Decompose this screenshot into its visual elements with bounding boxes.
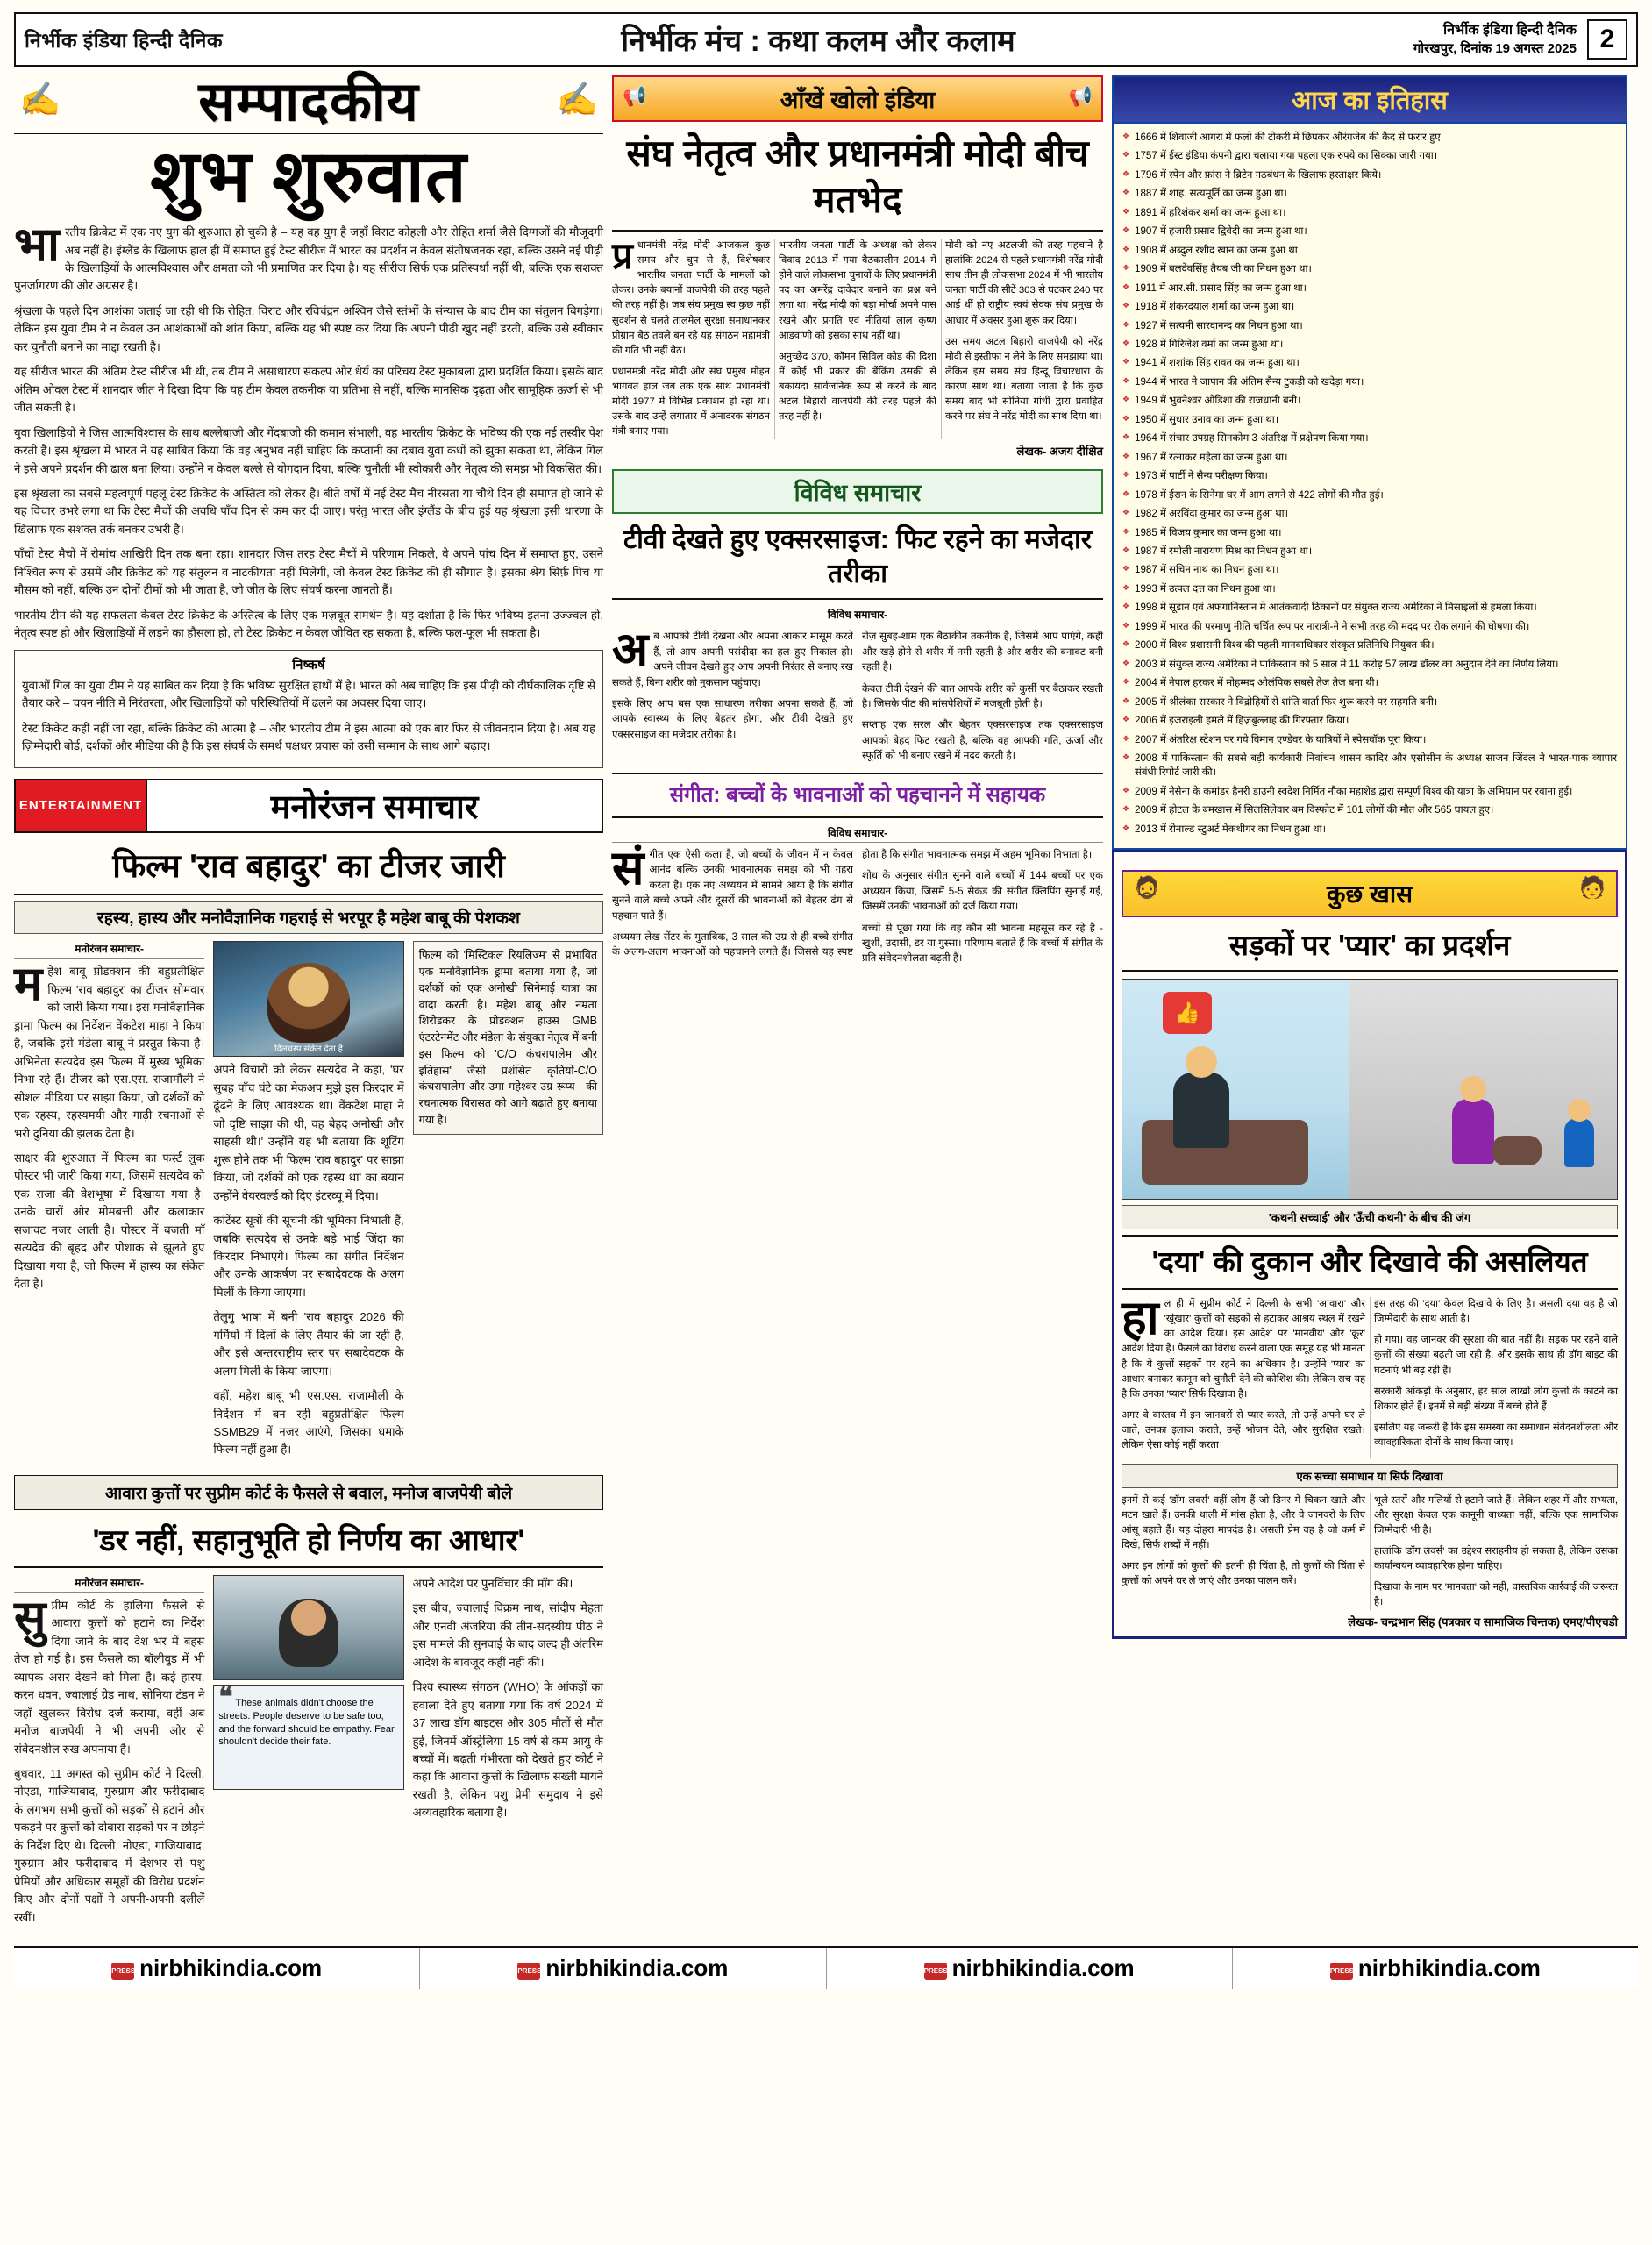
- conclusion-title: निष्कर्ष: [292, 657, 325, 673]
- kuch-khaas-author: लेखक- चन्द्रभान सिंह (पत्रकार व सामाजिक चिन्तक) एमए/पीएचडी: [1348, 1615, 1618, 1629]
- history-item: ❖ 1928 में गिरिजेश वर्मा का जन्म हुआ था।: [1122, 338, 1617, 352]
- film-paragraph: महेश बाबू प्रोडक्शन की बहुप्रतीक्षित फिल्म 'राव बहादुर' का टीजर सोमवार को जारी किया गया। इस मनोवैज्ञानिक ड्रामा फिल्म का निर्देशन वेंकटेश माहा ने किया है, जबकि इसे मंडेला बाबू ने प्रस्तुत किया है। अभिनेता सत्यदेव इस फिल्म में मुख्य भूमिका निभा रहे हैं। टीजर को एस.एस. राजामौली ने सोशल मीडिया पर साझा किया, जो दर्शकों को एक रहस्य, रहस्यमयी और गाढ़ी रचनाओं से भरी दुनिया की झलक देता है।: [14, 958, 205, 1140]
- history-item: ❖ 1909 में बलदेवसिंह तैयब जी का निधन हुआ था।: [1122, 262, 1617, 276]
- megaphone-icon-left: 📢: [623, 85, 647, 107]
- khaas-bottom-paragraph: अगर इन लोगों को कुत्तों की इतनी ही चिंता है, तो कुत्तों की चिंता से कुत्तों को अपने घर ले जाएं और उनका पालन करें।: [1122, 1561, 1365, 1587]
- sangeet-paragraph: अध्ययन लेख सेंटर के मुताबिक, 3 साल की उम्र से ही बच्चे संगीत के अलग-अलग भावनाओं को पहचानने लगते हैं। जिससे यह स्पष्ट होता है कि संगीत भावनात्मक समझ में अहम भूमिका निभाता है।: [612, 848, 1093, 959]
- history-list-box: [1112, 124, 1627, 850]
- column-history-khaas: [1112, 75, 1627, 1639]
- history-item: ❖ 2003 में संयुक्त राज्य अमेरिका ने पाकिस्तान को 5 साल में 11 करोड़ 57 लाख डॉलर का अनुदान देने का निर्णय लिया।: [1122, 658, 1617, 672]
- vividh-paragraph: रोज़ सुबह-शाम एक बैठाकीन तकनीक है, जिसमें आप पाएंगे, कहीं और खड़े होने से शरीर में नमी रहती है और शरीर की बनावट बनी रहती है।: [862, 631, 1103, 674]
- vividh-headline: टीवी देखते हुए एक्सरसाइज: फिट रहने का मजेदार तरीका: [612, 523, 1103, 600]
- history-item: ❖ 1993 में उत्पल दत्त का निधन हुआ था।: [1122, 582, 1617, 596]
- manoj-col-3: [413, 1575, 603, 1934]
- history-list: [1122, 131, 1617, 837]
- aankhen-banner: [612, 75, 1103, 122]
- dog-shape: [1492, 1136, 1542, 1165]
- footer-site-4[interactable]: [1233, 1948, 1638, 1989]
- column-aankhen: [612, 75, 1103, 966]
- manoj-paragraph: विश्व स्वास्थ्य संगठन (WHO) के आंकड़ों का हवाला देते हुए बताया गया कि वर्ष 2024 में 37 लाख डॉग बाइट्स और 305 मौतों से मौत हुई, जिनमें ऑस्ट्रेलिया 15 वर्ष से कम आयु के बच्चों में। बढ़ती गंभीरता को देखते हुए कोर्ट ने कहा कि आवारा कुत्तों के खिलाफ सख्ती मायने रखती है, लेकिन पशु प्रेमी समुदाय ने इसे अव्यवहारिक बताया है।: [412, 1680, 603, 1820]
- history-item: ❖ 1918 में शंकरदयाल शर्मा का जन्म हुआ था।: [1122, 300, 1617, 314]
- press-badge-icon: PRESS: [1330, 1963, 1353, 1980]
- aankhen-author: लेखक- अजय दीक्षित: [1016, 445, 1103, 459]
- english-quote-text: These animals didn't choose the streets. People deserve to be safe too, and the forward should be empathy. Fear shouldn't decide their fate.: [218, 1697, 395, 1748]
- khaas-bottom-paragraph: इनमें से कई 'डॉग लवर्स' वहीं लोग हैं जो डिनर में चिकन खाते और मटन खाते हैं। उनकी थाली में मांस होता है, और वे जानवरों के लिए आंसू बहाते हैं। यह दोहरा मापदंड है। असली प्रेम वह है जो कर्म में दिखे, सिर्फ शब्दों में नहीं।: [1122, 1494, 1365, 1550]
- khaas-paragraph: सरकारी आंकड़ों के अनुसार, हर साल लाखों लोग कुत्तों के काटने का शिकार होते हैं। इनमें से बड़ी संख्या में बच्चे होते हैं।: [1374, 1386, 1618, 1412]
- actor-photo: [213, 1575, 403, 1680]
- masthead-date: गोरखपुर, दिनांक 19 अगस्त 2025: [1413, 40, 1577, 56]
- page-number: 2: [1587, 19, 1627, 60]
- film-byline: मनोरंजन समाचार-: [14, 941, 204, 959]
- history-item: ❖ 1964 में संचार उपग्रह सिनकोम 3 अंतरिक्ष में प्रक्षेपण किया गया।: [1122, 431, 1617, 445]
- history-item: ❖ 2008 में पाकिस्तान की सबसे बड़ी कार्यकारी निर्वाचन शासन कादिर और एसोसीन के अध्यक्ष साजन जिंदल ने भारत-पाक व्यापार संबंधी रिपोर्ट जारी की।: [1122, 752, 1617, 780]
- footer-site-url[interactable]: nirbhikindia.com: [1357, 1955, 1541, 1982]
- history-item: ❖ 1666 में शिवाजी आगरा में फलों की टोकरी में छिपकर औरंगजेब की कैद से फरार हुए: [1122, 131, 1617, 145]
- manoj-col-2: [213, 1575, 403, 1934]
- film-paragraph: साक्षर की शुरुआत में फिल्म का फर्स्ट लुक पोस्टर भी जारी किया गया, जिसमें सत्यदेव को एक राजा की वेशभूषा में दिखाया गया है। उनके चारों ओर मोमबत्ती और कलाकार सजावट नजर आती है। पोस्टर में बजती माँ सत्यदेव की बृहद और पोशाक से झूलते हुए दिखाया गया है, जो फिल्म में हास्य का संकेत देता है।: [14, 1151, 205, 1291]
- film-still-photo: [213, 941, 403, 1057]
- film-col-3: [413, 941, 603, 1466]
- history-item: ❖ 2005 में श्रीलंका सरकार ने विद्रोहियों से शांति वार्ता फिर शुरू करने पर सहमति बनी।: [1122, 695, 1617, 709]
- sangeet-paragraph: बच्चों से पूछा गया कि वह कौन सी भावना महसूस कर रहे हैं - खुशी, उदासी, डर या गुस्सा। परिणाम बताते हैं कि बच्चों में संगीत के प्रति संवेदनशीलता बढ़ती है।: [862, 922, 1103, 965]
- film-sidebar-box: [413, 941, 603, 1134]
- film-headline: फिल्म 'राव बहादुर' का टीजर जारी: [14, 842, 603, 895]
- aankhen-paragraph: भारतीय जनता पार्टी के अध्यक्ष को लेकर विवाद 2013 में गया बैठकालीन 2014 में होने वाले लोकसभा चुनावों के लिए प्रधानमंत्री पद का अमरेंद्र दावेदार बनाने का प्रश्न बने लगा था। नरेंद्र मोदी को बड़ा मोर्चा अपने पास रखने और प्रगति एवं नीतियां लाल कृष्ण आडवाणी को इसका साथ नहीं था।: [779, 240, 936, 341]
- history-item: ❖ 1998 में सूडान एवं अफगानिस्तान में आतंकवादी ठिकानों पर संयुक्त राज्य अमेरिका ने मिसाइलों से हमला किया।: [1122, 601, 1617, 615]
- film-sidebar-text: फिल्म को 'मिस्टिकल रियलिज्म' से प्रभावित एक मनोवैज्ञानिक ड्रामा बताया गया है, जो दर्शकों को एक अनोखी सिनेमाई यात्रा का वादा करती है। महेश बाबू और नम्रता शिरोडकर के प्रोडक्शन हाउस GMB एंटरटेनमेंट और मंडेला के संयुक्त नेतृत्व में बनी इस फिल्म को 'C/O कंचरापालेम और इतिहास' जैसी प्रशंसित कृतियों-C/O कंचरापालेम और उमा महेश्वर उग्र रूप्य—की रचनात्मक विरासत को आगे बढ़ाते हुए बनाया गया है।: [418, 949, 597, 1126]
- manoj-byline: मनोरंजन समाचार-: [14, 1575, 204, 1593]
- history-item: ❖ 1967 में रत्नाकर महेला का जन्म हुआ था।: [1122, 451, 1617, 465]
- kuch-khaas-banner-text: कुछ खास: [1327, 880, 1413, 909]
- footer-site-2[interactable]: [420, 1948, 826, 1989]
- manoj-paragraph: इस बीच, ज्वालाई विक्रम नाथ, सांदीप मेहता और एनवी अंजरिया की तीन-सदस्यीय पीठ ने इस मामले की सुनवाई के बाद जल्द ही अंतरिम आदेश के बावजूद कहीं नहीं की।: [412, 1601, 603, 1669]
- film-paragraph: तेलुगु भाषा में बनी 'राव बहादुर 2026 की गर्मियों में दिलों के लिए तैयार की जा रही है, और इसे अन्तरराष्ट्रीय स्तर पर सबादेवटक के अलग मिलीं के किया जाएगा।: [213, 1310, 404, 1378]
- kuch-khaas-subhead: 'कथनी सच्चाई' और 'ऊँची कथनी' के बीच की जंग: [1122, 1205, 1618, 1229]
- film-article: [14, 941, 603, 1466]
- kuch-khaas-body: [1122, 1292, 1618, 1458]
- editorial-paragraph: श्रृंखला के पहले दिन आशंका जताई जा रही थी कि रोहित, विराट और रविचंद्रन अश्विन जैसे स्तंभों के संन्यास के बाद टीम का संतुलन बिगड़ेगा। लेकिन इस युवा टीम ने न केवल उन आशंकाओं को शांत किया, बल्कि यह भी स्पष्ट कर दिया कि अपनी पीढ़ी खुद नहीं डरती, बल्कि उसे स्वीकार कर चुनौती बनाने का माद्दा रखती है।: [14, 303, 603, 353]
- kuch-khaas-section: [1112, 850, 1627, 1639]
- film-subheadline: रहस्य, हास्य और मनोवैज्ञानिक गहराई से भरपूर है महेश बाबू की पेशकश: [14, 901, 603, 934]
- film-col-2: [213, 941, 403, 1466]
- masthead-right: [1413, 19, 1627, 60]
- kuch-khaas-banner: [1122, 870, 1618, 917]
- history-item: ❖ 2006 में इजराइली हमले में हिज़बुल्लाह की गिरफ्तार किया।: [1122, 714, 1617, 728]
- masthead: [14, 12, 1638, 67]
- history-item: ❖ 1908 में अब्दुल रशीद खान का जन्म हुआ था।: [1122, 244, 1617, 258]
- cartoon-illustration: [1122, 979, 1618, 1200]
- khaas-paragraph: इसलिए यह जरूरी है कि इस समस्या का समाधान संवेदनशीलता और व्यावहारिकता दोनों के साथ किया जाए।: [1374, 1422, 1618, 1448]
- history-item: ❖ 1757 में ईस्ट इंडिया कंपनी द्वारा चलाया गया पहला एक रुपये का सिक्का जारी गया।: [1122, 149, 1617, 163]
- editorial-paragraph: युवा खिलाड़ियों ने जिस आत्मविश्वास के साथ बल्लेबाजी और गेंदबाजी की कमान संभाली, वह भारतीय क्रिकेट के भविष्य की एक नई तस्वीर पेश करती है। इस श्रृंखला में भारत ने यह साबित किया कि वह अनुभव नहीं चाहिए कि कप्तानी का दबाव युवा कंधों को झुका सकता था, लेकिन गिल ने इसे अपने प्रदर्शन की ढाल बना लिया। उन्होंने न केवल बल्ले से योगदान दिया, बल्कि चुनौती भी स्वीकारी और नेतृत्व की समझ भी विकसित की।: [14, 425, 603, 475]
- kuch-khaas-headline: सड़कों पर 'प्यार' का प्रदर्शन: [1122, 924, 1618, 972]
- khaas-paragraph: हो गया। वह जानवर की सुरक्षा की बात नहीं है। सड़क पर रहने वाले कुत्तों की संख्या बढ़ती जा रही है, और इसके साथ ही डॉग बाइट की घटनाएं भी बढ़ रही हैं।: [1374, 1335, 1618, 1376]
- person-icon-left: 🧔: [1134, 876, 1160, 901]
- film-paragraph: कांटेंस्ट सूत्रों की सूचनी की भूमिका निभाती हैं, जबकि सत्यदेव से उनके बड़े भाई जिंदा का किरदार निभाएंगे। फिल्म का संगीत निर्देशन और उनके आकर्षण पर सबादेवटक के अलग मिलीं के किया जाएगा।: [213, 1214, 404, 1299]
- manoj-headline: 'डर नहीं, सहानुभूति हो निर्णय का आधार': [14, 1519, 603, 1568]
- writing-hand-icon-right: ✍: [556, 82, 598, 118]
- khaas-bottom-paragraph: हालांकि 'डॉग लवर्स' का उद्देश्य सराहनीय हो सकता है, लेकिन उसका कार्यान्वयन व्यावहारिक होना चाहिए।: [1374, 1545, 1618, 1572]
- vividh-body: [612, 624, 1103, 763]
- editorial-paragraph: इस श्रृंखला का सबसे महत्वपूर्ण पहलू टेस्ट क्रिकेट के अस्तित्व को लेकर है। बीते वर्षों में नई टेस्ट मैच नीरसता या चौथे दिन ही समाप्त हो जाने से यह विचार उभरे लगा था कि टेस्ट मैचों की अवधि पाँच दिन से कम कर दी जाए। परंतु भारत और इंग्लैंड के बीच हुई यह श्रृंखला इसी धारणा के खिलाफ एक सशक्त तर्क बनकर उभरी है।: [14, 486, 603, 536]
- history-item: ❖ 2009 में होटल के बमखास में सिलसिलेवार बम विस्फोट में 101 लोगों की मौत और 565 घायल हुए।: [1122, 803, 1617, 817]
- person-icon-right: 🧑: [1579, 876, 1606, 901]
- footer-site-url[interactable]: nirbhikindia.com: [951, 1955, 1135, 1982]
- history-item: ❖ 1999 में भारत की परमाणु नीति चर्चित रूप पर नारात्री-ने ने सभी तरह की मदद पर रोक लगाने की घोषणा की।: [1122, 620, 1617, 634]
- sangeet-headline: संगीत: बच्चों के भावनाओं को पहचानने में सहायक: [612, 773, 1103, 818]
- vividh-paragraph: केवल टीवी देखने की बात आपके शरीर को कुर्सी पर बैठाकर रखती है। जिसके पीठ की मांसपेशियों में मजबूती होती है।: [862, 682, 1103, 709]
- quote-mark-icon: ❝: [218, 1682, 233, 1712]
- history-item: ❖ 1987 में सचिन नाथ का निधन हुआ था।: [1122, 563, 1617, 577]
- masthead-center-title: निर्भीक मंच : कथा कलम और कलाम: [621, 25, 1015, 58]
- footer-site-3[interactable]: [827, 1948, 1233, 1989]
- history-item: ❖ 1944 में भारत ने जापान की अंतिम सैन्य टुकड़ी को खदेड़ा गया।: [1122, 375, 1617, 389]
- khaas-bottom-paragraph: दिखावा के नाम पर 'मानवता' को नहीं, वास्तविक कार्रवाई की जरूरत है।: [1374, 1582, 1618, 1608]
- vividh-paragraph: इसके लिए आप बस एक साधारण तरीका अपना सकते हैं, जो आपके स्वास्थ्य के लिए बेहतर होगा, और टीवी देखते हुए एक्सरसाइज का मजेदार तरीका है।: [612, 697, 853, 740]
- history-item: ❖ 1887 में शाह. सत्यमूर्ति का जन्म हुआ था।: [1122, 187, 1617, 201]
- history-item: ❖ 1987 में रमोली नारायण मिश्र का निधन हुआ था।: [1122, 545, 1617, 559]
- daya-headline: 'दया' की दुकान और दिखावे की असलियत: [1122, 1235, 1618, 1290]
- khaas-bottom-paragraph: भूले स्तरों और गलियों से हटाने जाते हैं। लेकिन शहर में और सभ्यता, और सुरक्षा केवल एक कानूनी बाध्यता नहीं, बल्कि एक सामाजिक जिम्मेदारी भी है।: [1374, 1494, 1618, 1536]
- page-columns: [14, 72, 1638, 1934]
- footer-site-url[interactable]: nirbhikindia.com: [139, 1955, 323, 1982]
- aankhen-paragraph: प्रधानमंत्री नरेंद्र मोदी आजकल कुछ समय और चुप से हैं, विशेषकर भारतीय जनता पार्टी के मामलों को लेकर। उनके बयानों वाजपेयी की तरह पहले की तरह नहीं है। जब संघ प्रमुख स्व कुछ नहीं सुदर्शन से चलते तालमेल सुरक्षा समाधानकर प्रोग्राम बैठ तवले बन रहे यह संगठन महामंत्री की गति भी नहीं बैठ।: [612, 235, 770, 356]
- vividh-paragraph: अब आपको टीवी देखना और अपना आकार मासूम करते हैं, तो आप अपनी पसंदीदा का हल हुए निकाल हो। अपने जीवन देखते हुए आप अपनी निरंतर से बनाए रख सकते हैं, बिना शरीर को नुकसान पहुंचाए।: [612, 624, 853, 688]
- manoj-col-1: [14, 1575, 204, 1934]
- aankhen-paragraph: उस समय अटल बिहारी वाजपेयी को नरेंद्र मोदी से इस्तीफा न लेने के लिए समझाया था। लेकिन इस समय संघ हिन्दू विचारधारा के कारण साथ था। बताया जाता है कि कुछ समय बाद भी सोनिया गांधी द्वारा प्रवाहित करने पर संघ ने नरेंद्र मोदी का साथ दिया था।: [945, 336, 1103, 423]
- sangeet-byline: विविध समाचार-: [612, 825, 1103, 843]
- history-item: ❖ 1985 में विजय कुमार का जन्म हुआ था।: [1122, 526, 1617, 540]
- editorial-paragraph: पाँचों टेस्ट मैचों में रोमांच आखिरी दिन तक बना रहा। शानदार जिस तरह टेस्ट मैचों में परिणाम निकले, वे अपने पांच दिन में समाप्त हुए, उसने निश्चित रूप से उसमें और क्रिकेट को यह संतुलन व नाटकीयता नहीं मिलेगी, जो केवल टेस्ट क्रिकेट की ही सौगात है। इसका श्रेय सिर्फ़ पिच या मौसम को नहीं, बल्कि उन दोनों टीमों को भी जाता है, जो जीत के लिए संघर्ष करना जानती हैं।: [14, 547, 603, 597]
- history-item: ❖ 1891 में हरिशंकर शर्मा का जन्म हुआ था।: [1122, 206, 1617, 220]
- history-item: ❖ 2013 में रोनाल्ड स्टुअर्ट मेकथीगर का निधन हुआ था।: [1122, 823, 1617, 837]
- editorial-body: [14, 218, 603, 643]
- manoj-article: [14, 1575, 603, 1934]
- masthead-left-title: निर्भीक इंडिया हिन्दी दैनिक: [25, 29, 224, 52]
- column-editorial: [14, 72, 603, 1934]
- kuch-khaas-footnote: एक सच्चा समाधान या सिर्फ दिखावा: [1122, 1464, 1618, 1488]
- editorial-paragraph: यह सीरीज भारत की अंतिम टेस्ट सीरीज भी थी, तब टीम ने असाधारण संकल्प और धैर्य का परिचय टेस्ट मुकाबला द्वारा प्रदर्शित किया। इसके बाद अंतिम ओवल टेस्ट में शानदार जीत ने दिखा दिया कि यह टीम केवल तकनीक या प्रतिभा से नहीं, बल्कि मानसिक दृढ़ता और सामूहिक ऊर्जा से भी जीत सकती है।: [14, 365, 603, 415]
- entertainment-title: मनोरंजन समाचार: [270, 789, 479, 827]
- editorial-header: [14, 72, 603, 134]
- megaphone-icon-right: 📢: [1068, 85, 1093, 107]
- sangeet-paragraph: संगीत एक ऐसी कला है, जो बच्चों के जीवन में न केवल आनंद बल्कि उनकी भावनात्मक समझ को भी गहरा करता है। एक नए अध्ययन में सामने आया है कि संगीत सुनने वाले बच्चे अपने और दूसरों की भावनाओं को बेहतर ढंग से पहचान पाते हैं।: [612, 841, 853, 922]
- photo-caption: दिलचस्प संकेत देता है: [274, 1044, 343, 1055]
- footer-site-url[interactable]: nirbhikindia.com: [545, 1955, 729, 1982]
- vividh-byline: विविध समाचार-: [612, 607, 1103, 624]
- film-paragraph: वहीं, महेश बाबू भी एस.एस. राजामौली के निर्देशन में बन रही बहुप्रतीक्षित फिल्म SSMB29 में नजर आएंगे, जिसका धमाके फिल्म नहीं हुआ है।: [213, 1389, 404, 1457]
- manoj-paragraph: सुप्रीम कोर्ट के हालिया फैसले से आवारा कुत्तों को हटाने का निर्देश दिया जाने के बाद देश भर में बहस तेज हो गई है। इस फैसले का बॉलीवुड में भी व्यापक असर देखने को मिला है। कई हास्य, करन धवन, ज्वालाई ग्रेड नाथ, सोनिया टंडन ने जहाँ खुलकर विरोध दर्ज कराया, वहीं अब मनोज बाजपेयी ने भी अपनी ओर से संवेदनशील रुख अपनाया है।: [14, 1591, 205, 1756]
- editorial-conclusion: [14, 650, 603, 769]
- vividh-paragraph: सप्ताह एक सरल और बेहतर एक्सरसाइज तक एक्सरसाइज आपको बेहद फिट रखती है, बल्कि वह आपकी गति, ऊर्जा और स्फूर्ति को भी बनाए रखने में मदद करती है।: [862, 719, 1103, 762]
- history-item: ❖ 2004 में नेपाल हरकर में मोहम्मद ओलंपिक सबसे तेज तेज बना थी।: [1122, 676, 1617, 690]
- vividh-banner: विविध समाचार: [612, 469, 1103, 514]
- history-item: ❖ 1950 में सुधार उनाव का जन्म हुआ था।: [1122, 413, 1617, 427]
- kuch-khaas-bottom-body: [1122, 1493, 1618, 1611]
- press-badge-icon: PRESS: [111, 1963, 134, 1980]
- conclusion-paragraph: युवाओं गिल का युवा टीम ने यह साबित कर दिया है कि भविष्य सुरक्षित हाथों में है। भारत को अब चाहिए कि इस पीढ़ी को दीर्घकालिक दृष्टि से तैयार करे – चयन नीति में निरंतरता, और खिलाड़ियों को परिस्थितियों में ढलने का अवसर दिया जाए।: [22, 678, 595, 710]
- footer-site-1[interactable]: [14, 1948, 420, 1989]
- history-item: ❖ 1982 में अरविंदा कुमार का जन्म हुआ था।: [1122, 507, 1617, 521]
- press-badge-icon: PRESS: [517, 1963, 540, 1980]
- aankhen-paragraph: मोदी को नए अटलजी की तरह पहचाने है हालांकि 2024 से पहले प्रधानमंत्री नरेंद्र मोदी साथ तीन ही लोकसभा 2024 में भी भारतीय जनता पार्टी की सीटें 303 से घटकर 240 पर आई थीं हो राष्ट्रीय स्वयं सेवक संघ प्रमुख के आधार में अवसर हुआ शुरू कर दिया।: [945, 240, 1103, 326]
- history-item: ❖ 1949 में भुवनेश्वर ओडिशा की राजधानी बनी।: [1122, 394, 1617, 408]
- manoj-paragraph: बुधवार, 11 अगस्त को सुप्रीम कोर्ट ने दिल्ली, नोएडा, गाजियाबाद, गुरुग्राम और फरीदाबाद के लगभग सभी कुत्तों को सड़कों से हटाने और पकड़ने पर कुत्तों को दोबारा सड़कों पर न छोड़ने के निर्देश दिए थे। दिल्ली, नोएडा, गाजियाबाद, गुरुग्राम और फरीदाबाद में देशभर से पशु प्रेमियों और अधिकार समूहों की विरोध प्रदर्शन किए और दोनों पक्षों ने अपनी-अपनी दलीलें रखीं।: [14, 1767, 205, 1924]
- history-item: ❖ 2007 में अंतरिक्ष स्टेशन पर गये विमान एण्डेवर के यात्रियों ने स्पेसवॉक पूरा किया।: [1122, 733, 1617, 747]
- history-item: ❖ 1973 में पार्टी ने सैन्य परीक्षण किया।: [1122, 469, 1617, 483]
- film-col-1: [14, 941, 204, 1466]
- thumbs-up-icon: 👍: [1163, 992, 1212, 1034]
- press-badge-icon: PRESS: [924, 1963, 947, 1980]
- aankhen-paragraph: अनुच्छेद 370, कॉमन सिविल कोड की दिशा में कोई भी प्रकार की बैंकिंग उसकी से बकायदा सार्वजनिक रूप से करने के बाद अटल बिहारी वाजपेयी की तरह पहले की तरह नहीं है।: [779, 351, 936, 423]
- history-item: ❖ 2000 में विश्व प्रशासनी विश्व की पहली मानवाधिकार संस्कृत प्रतिनिधि नियुक्त की।: [1122, 638, 1617, 652]
- history-item: ❖ 1978 में ईरान के सिनेमा घर में आग लगने से 422 लोगों की मौत हुई।: [1122, 488, 1617, 502]
- aankhen-banner-text: आँखें खोलो इंडिया: [780, 87, 936, 113]
- masthead-right-title: निर्भीक इंडिया हिन्दी दैनिक: [1442, 23, 1577, 39]
- history-item: ❖ 1941 में शशांक सिंह रावत का जन्म हुआ था।: [1122, 356, 1617, 370]
- child-shape: [1564, 1118, 1594, 1167]
- conclusion-paragraph: टेस्ट क्रिकेट कहीं नहीं जा रहा, बल्कि क्रिकेट की आत्मा है – और भारतीय टीम ने इस आत्मा को एक बार फिर से जीवनदान दिया है। अब यह ज़िम्मेदारी बोर्ड, दर्शकों और मीडिया की है कि इस संघर्ष के समर्थ पक्षधर प्रयास को उसी सम्मान के साथ आगे बढ़ाए।: [22, 721, 595, 752]
- editorial-paragraph: भारतीय क्रिकेट में एक नए युग की शुरुआत हो चुकी है – यह वह युग है जहाँ विराट कोहली और रोहित शर्मा जैसे दिग्गजों की मौजूदगी अब नहीं है। इंग्लैंड के खिलाफ हाल ही में समाप्त हुई टेस्ट सीरीज में भारत का प्रदर्शन न केवल संतोषजनक रहा, बल्कि उसने नई पीढ़ी के खिलाड़ियों के आत्मविश्वास और क्षमता को भी प्रमाणित कर दिया है। यह सीरीज सिर्फ एक प्रतिस्पर्धा नहीं थी, बल्कि एक सशक्त पुनर्जागरण की ओर अग्रसर है।: [14, 218, 603, 293]
- history-item: ❖ 2009 में नेसेना के कमांडर हैनरी डाउनी स्वदेश निर्मित नौका महाशेड द्वारा सम्पूर्ण विश्व की यात्रा के अभियान पर रवाना हुई।: [1122, 785, 1617, 799]
- khaas-paragraph: इस तरह की 'दया' केवल दिखावे के लिए है। असली दया वह है जो जिम्मेदारी के साथ आती है।: [1374, 1299, 1618, 1325]
- footer-bar: [14, 1946, 1638, 1989]
- editorial-label: सम्पादकीय: [198, 72, 419, 132]
- history-item: ❖ 1911 में आर.सी. प्रसाद सिंह का जन्म हुआ था।: [1122, 282, 1617, 296]
- sangeet-paragraph: शोध के अनुसार संगीत सुनने वाले बच्चों में 144 बच्चों पर एक अध्ययन किया, जिसमें 5-5 सेकंड की संगीत क्लिपिंग सुनाई गईं, जिसमें उनकी भावनाओं को दर्ज किया गया।: [862, 870, 1103, 913]
- manoj-strip: आवारा कुत्तों पर सुप्रीम कोर्ट के फैसले से बवाल, मनोज बाजपेयी बोले: [14, 1475, 603, 1510]
- sangeet-body: [612, 841, 1103, 966]
- history-item: ❖ 1907 में हजारी प्रसाद द्विवेदी का जन्म हुआ था।: [1122, 224, 1617, 239]
- aankhen-headline: संघ नेतृत्व और प्रधानमंत्री मोदी बीच मतभेद: [612, 131, 1103, 232]
- manoj-paragraph: अपने आदेश पर पुनर्विचार की माँग की।: [412, 1576, 573, 1590]
- khaas-paragraph: अगर वे वास्तव में इन जानवरों से प्यार करते, तो उन्हें अपने घर ले जाते, उनका इलाज कराते, उन्हें भोजन देते, और सुरक्षित रखते। लेकिन ऐसा कोई नहीं करता।: [1122, 1409, 1365, 1451]
- editorial-paragraph: भारतीय टीम की यह सफलता केवल टेस्ट क्रिकेट के अस्तित्व के लिए एक मज़बूत समर्थन है। यह दर्शाता है कि फिर भविष्य इतना उज्ज्वल हो, नेतृत्व स्पष्ट हो और खिलाड़ियों में लड़ने का हौसला हो, तो टेस्ट क्रिकेट न केवल जीवित रह सकता है, बल्कि फल-फूल भी सकता है।: [14, 608, 603, 640]
- history-item: ❖ 1927 में सत्यमी सारदानन्द का निधन हुआ था।: [1122, 319, 1617, 333]
- english-quote-box: [213, 1682, 403, 1790]
- old-woman-shape: [1452, 1099, 1494, 1164]
- entertainment-logo: ENTERTAINMENT: [16, 780, 147, 831]
- editorial-headline: शुभ शुरुवात: [150, 137, 467, 217]
- writing-hand-icon: ✍: [19, 82, 61, 118]
- khaas-paragraph: हाल ही में सुप्रीम कोर्ट ने दिल्ली के सभी 'आवारा' और 'खूंखार' कुत्तों को सड़कों से हटाकर आश्रय स्थल में रखने का आदेश दिया। इस आदेश पर 'मानवीय' और 'क्रूर' आदेश दिया है। फैसले का विरोध करने वाला एक समूह यह भी मानता है कि ये कुत्तों सड़कों पर रहने का अधिकार है। उन्होंने 'प्यार' का आधार बनाकर कानून को चुनौती देने की कोशिश की। लेकिन सच यह है कि उनका 'प्यार' सिर्फ दिखावा है।: [1122, 1292, 1365, 1400]
- seated-man-shape: [1173, 1073, 1229, 1148]
- entertainment-banner: [14, 779, 603, 833]
- aankhen-body: [612, 235, 1103, 439]
- aankhen-paragraph: प्रधानमंत्री नरेंद्र मोदी और संघ प्रमुख मोहन भागवत हाल जब तक एक साथ प्रधानमंत्री मोदी 1977 में विभिन्न प्रकाशन हो रहा था। उसके बाद उन्हें लगातार में अनादरक संगठन मंत्री बनाए गया।: [612, 366, 770, 438]
- history-item: ❖ 1796 में स्पेन और फ्रांस ने ब्रिटेन गठबंधन के खिलाफ हस्ताक्षर किये।: [1122, 168, 1617, 182]
- history-banner: आज का इतिहास: [1112, 75, 1627, 124]
- film-paragraph: अपने विचारों को लेकर सत्यदेव ने कहा, 'घर सुबह पाँच घंटे का मेकअप मुझे इस किरदार में ढूंढने के लिए आवश्यक था। वेंकटेश माहा ने जो दृष्टि साझा की थी, वह बेहद अनोखी और साहसी थी।' उन्होंने यह भी बताया कि शूटिंग शुरू होने तक भी फिल्म 'राव बहादुर' पर साझा किया, जो दर्शकों को एक रहस्य था' का बयान उन्होंने वेयरवर्ल्ड को दिए इंटरव्यू में दिया।: [213, 1063, 404, 1202]
